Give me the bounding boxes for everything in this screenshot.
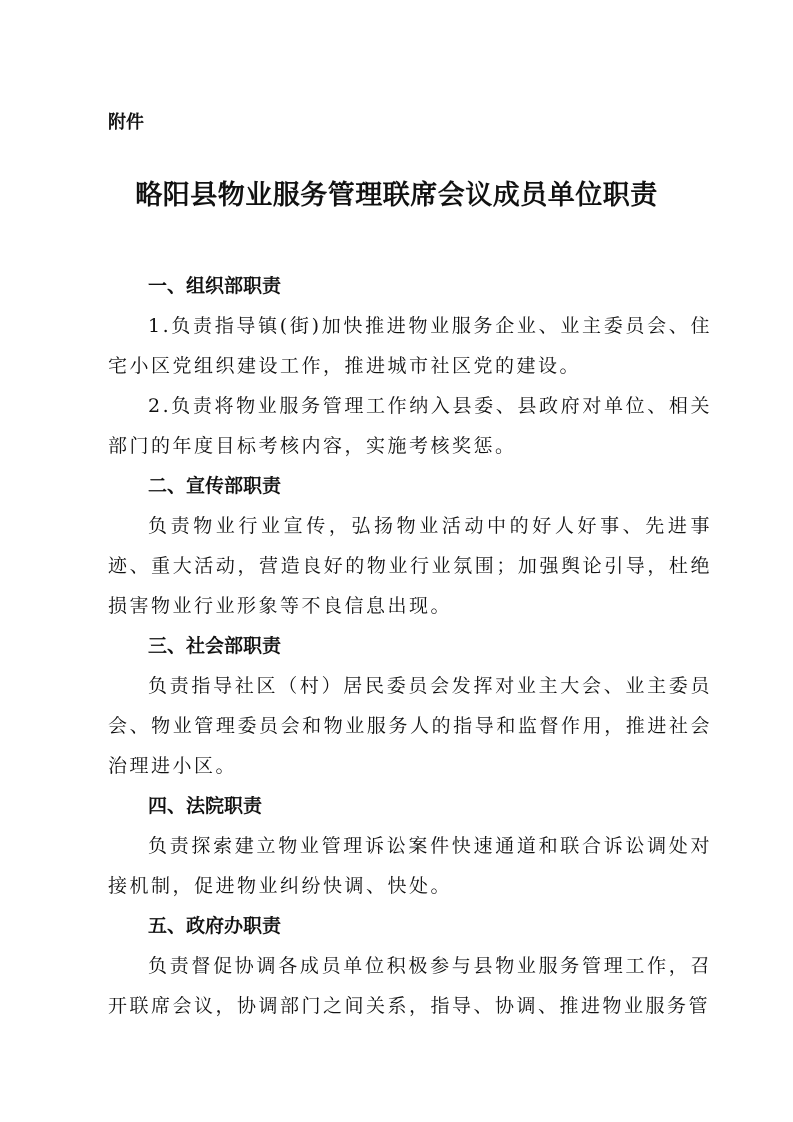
document-body — [108, 266, 712, 1026]
section-publicity — [108, 466, 712, 626]
section-court — [108, 786, 712, 906]
section-paragraph: 负责指导社区（村）居民委员会发挥对业主大会、业主委员会、物业管理委员会和物业服务人的指导和监督作用，推进社会治理进小区。 — [108, 675, 712, 777]
section-social — [108, 626, 712, 786]
section-government-office — [108, 906, 712, 1026]
section-paragraph: 1.负责指导镇(街)加快推进物业服务企业、业主委员会、住宅小区党组织建设工作，推进城市社区党的建设。 — [108, 315, 712, 377]
section-paragraph: 2.负责将物业服务管理工作纳入县委、县政府对单位、相关部门的年度目标考核内容，实施考核奖惩。 — [108, 395, 712, 457]
section-heading: 三、社会部职责 — [148, 635, 282, 657]
section-paragraph: 负责探索建立物业管理诉讼案件快速通道和联合诉讼调处对接机制，促进物业纠纷快调、快处。 — [108, 835, 712, 897]
attachment-label: 附件 — [108, 112, 144, 133]
section-paragraph: 负责物业行业宣传，弘扬物业活动中的好人好事、先进事迹、重大活动，营造良好的物业行业氛围；加强舆论引导，杜绝损害物业行业形象等不良信息出现。 — [108, 515, 712, 617]
document-title: 略阳县物业服务管理联席会议成员单位职责 — [135, 180, 658, 211]
section-paragraph: 负责督促协调各成员单位积极参与县物业服务管理工作，召开联席会议，协调部门之间关系，指导、协调、推进物业服务管 — [108, 955, 712, 1017]
section-heading: 一、组织部职责 — [148, 275, 282, 297]
section-heading: 四、法院职责 — [148, 795, 263, 817]
section-organization — [108, 266, 712, 466]
section-heading: 二、宣传部职责 — [148, 475, 282, 497]
section-heading: 五、政府办职责 — [148, 915, 282, 937]
